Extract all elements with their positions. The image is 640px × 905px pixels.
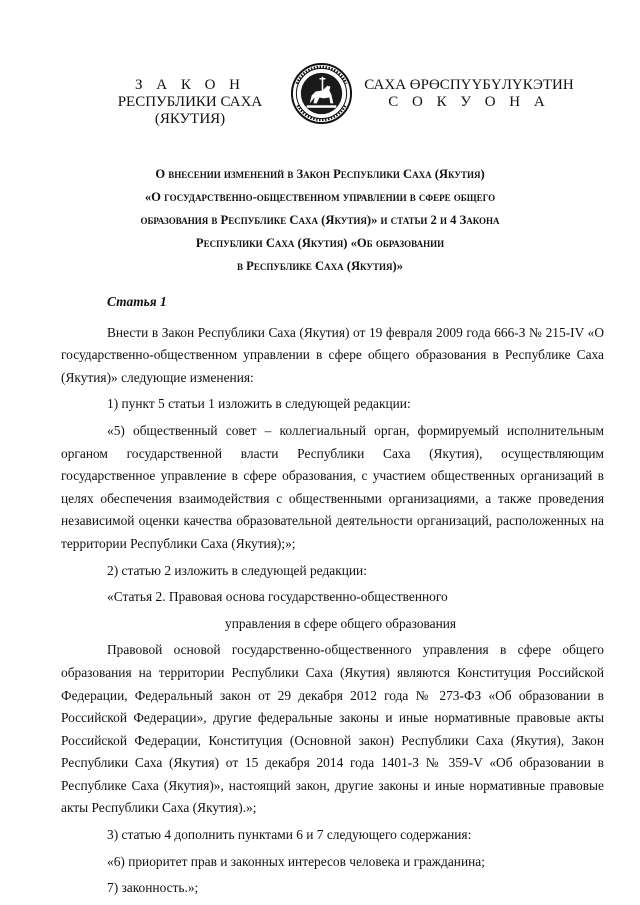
paragraph: «6) приоритет прав и законных интересов человека и гражданина; [107,853,485,869]
paragraph: 1) пункт 5 статьи 1 изложить в следующей редакции: [107,396,411,412]
paragraph: 2) статью 2 изложить в следующей редакции: [107,562,367,578]
coat-of-arms-icon [290,62,353,125]
law-title [80,163,560,278]
article-heading: Статья 1 [107,294,167,309]
header-right [360,77,578,111]
title-line: «О государственно-общественном управлении в сфере общего [144,190,496,204]
header-right-line2: С О К У О Н А [388,94,550,110]
header-left-line2: РЕСПУБЛИКИ САХА (ЯКУТИЯ) [117,94,263,127]
article-body [61,291,604,904]
paragraph: «5) общественный совет – коллегиальный орган, формируемый исполнительным органом государственной власти Республики Саха (Якутия), осуществляющим государственное управление в сфере образования, с участием общественных организаций в целях обеспечения взаимодействия с общественными организациями, а также проведения независимой оценки качества образовательной деятельности организаций, расположенных на территории Республики Саха (Якутия);»; [61,422,604,551]
header-left [85,77,295,128]
paragraph: Правовой основой государственно-общественного управления в сфере общего образования на территории Республики Саха (Якутия) являются Конституция Российской Федерации, Федеральный закон от 29 декабря 2012 года № 273-ФЗ «Об образовании в Российской Федерации», другие федеральные законы и иные нормативные правовые акты Российской Федерации, Конституция (Основной закон) Республики Саха (Якутия), Закон Республики Саха (Якутия) от 15 декабря 2014 года 1401-З № 359-V «Об образовании в Республике Саха (Якутия)», настоящий закон, другие законы и иные нормативные правовые акты Республики Саха (Якутия).»; [61,642,604,816]
title-line: Республики Саха (Якутия) «Об образовании [195,236,445,250]
quoted-article-title: «Статья 2. Правовая основа государственно-общественного [107,589,448,605]
paragraph: 7) законность.»; [107,880,199,896]
paragraph: Внести в Закон Республики Саха (Якутия) от 19 февраля 2009 года 666-З № 215-IV «О государственно-общественном управлении в сфере общего образования в Республике Саха (Якутия)» следующие изменения: [61,324,604,385]
title-line: в Республике Саха (Якутия)» [236,259,404,273]
header-right-line1: САХА ӨРӨСПҮҮБҮЛҮКЭТИН [364,77,574,93]
header-left-line1: З А К О Н [134,77,246,93]
title-line: образования в Республике Саха (Якутия)» и статьи 2 и 4 Закона [140,213,500,227]
title-line: О внесении изменений в Закон Республики Саха (Якутия) [155,167,485,181]
paragraph: 3) статью 4 дополнить пунктами 6 и 7 следующего содержания: [107,827,472,843]
quoted-article-title-cont: управления в сфере общего образования [225,615,457,631]
